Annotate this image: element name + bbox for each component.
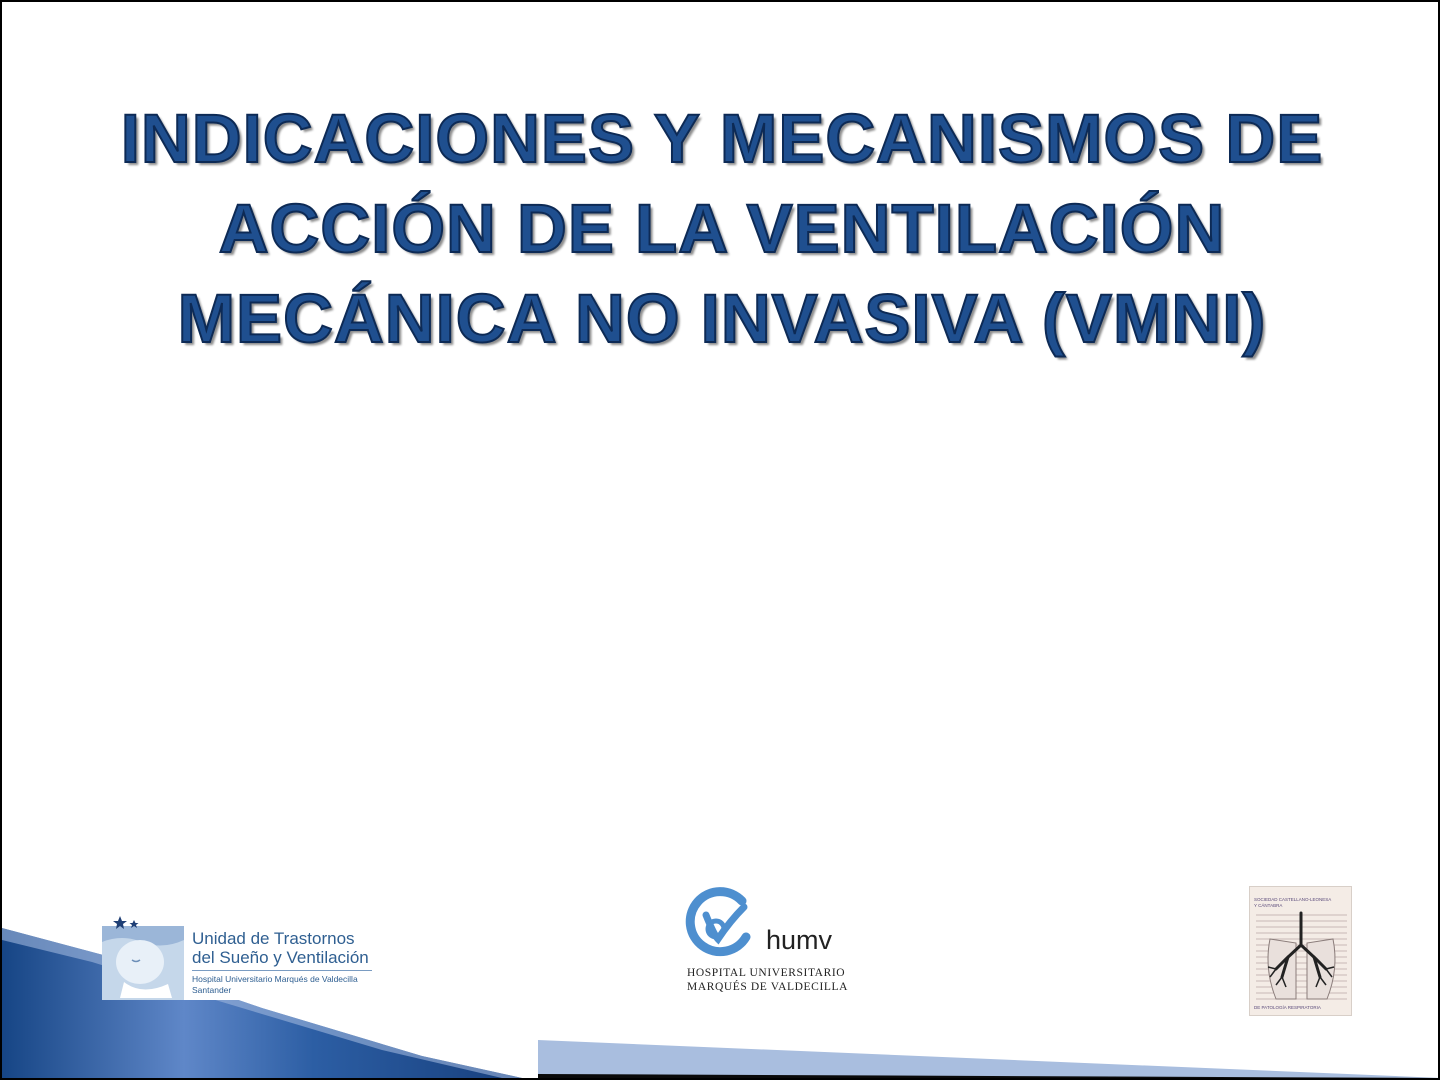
title-line-3: MECÁNICA NO INVASIVA (VMNI) [177, 280, 1267, 357]
logo-sociedad-respiratoria [1249, 886, 1352, 1016]
humv-wordmark: humv [766, 925, 833, 955]
sleeping-face-emblem-icon [102, 912, 184, 1000]
unidad-hospital-line: Hospital Universitario Marqués de Valdecilla [192, 974, 358, 984]
logo-unidad-trastornos [102, 912, 382, 1000]
slide-title [62, 94, 1382, 364]
humv-hospital-line2: MARQUÉS DE VALDECILLA [687, 981, 849, 993]
sociedad-name-bottom: DE PATOLOGÍA RESPIRATORIA [1254, 1005, 1321, 1010]
unidad-divider [192, 970, 372, 971]
unidad-name-line2: del Sueño y Ventilación [192, 948, 369, 967]
unidad-name-line1: Unidad de Trastornos [192, 929, 355, 948]
title-line-1: INDICACIONES Y MECANISMOS DE [120, 100, 1324, 177]
humv-hospital-line1: HOSPITAL UNIVERSITARIO [687, 967, 846, 979]
title-line-2: ACCIÓN DE LA VENTILACIÓN [218, 190, 1226, 267]
lungs-bronchi-icon [1250, 909, 1352, 1005]
logo-humv [682, 887, 862, 997]
sociedad-name-top: SOCIEDAD CASTELLANO-LEONESA Y CÁNTABRA [1254, 897, 1332, 908]
unidad-city-line: Santander [192, 985, 232, 995]
humv-emblem-icon [684, 887, 756, 959]
